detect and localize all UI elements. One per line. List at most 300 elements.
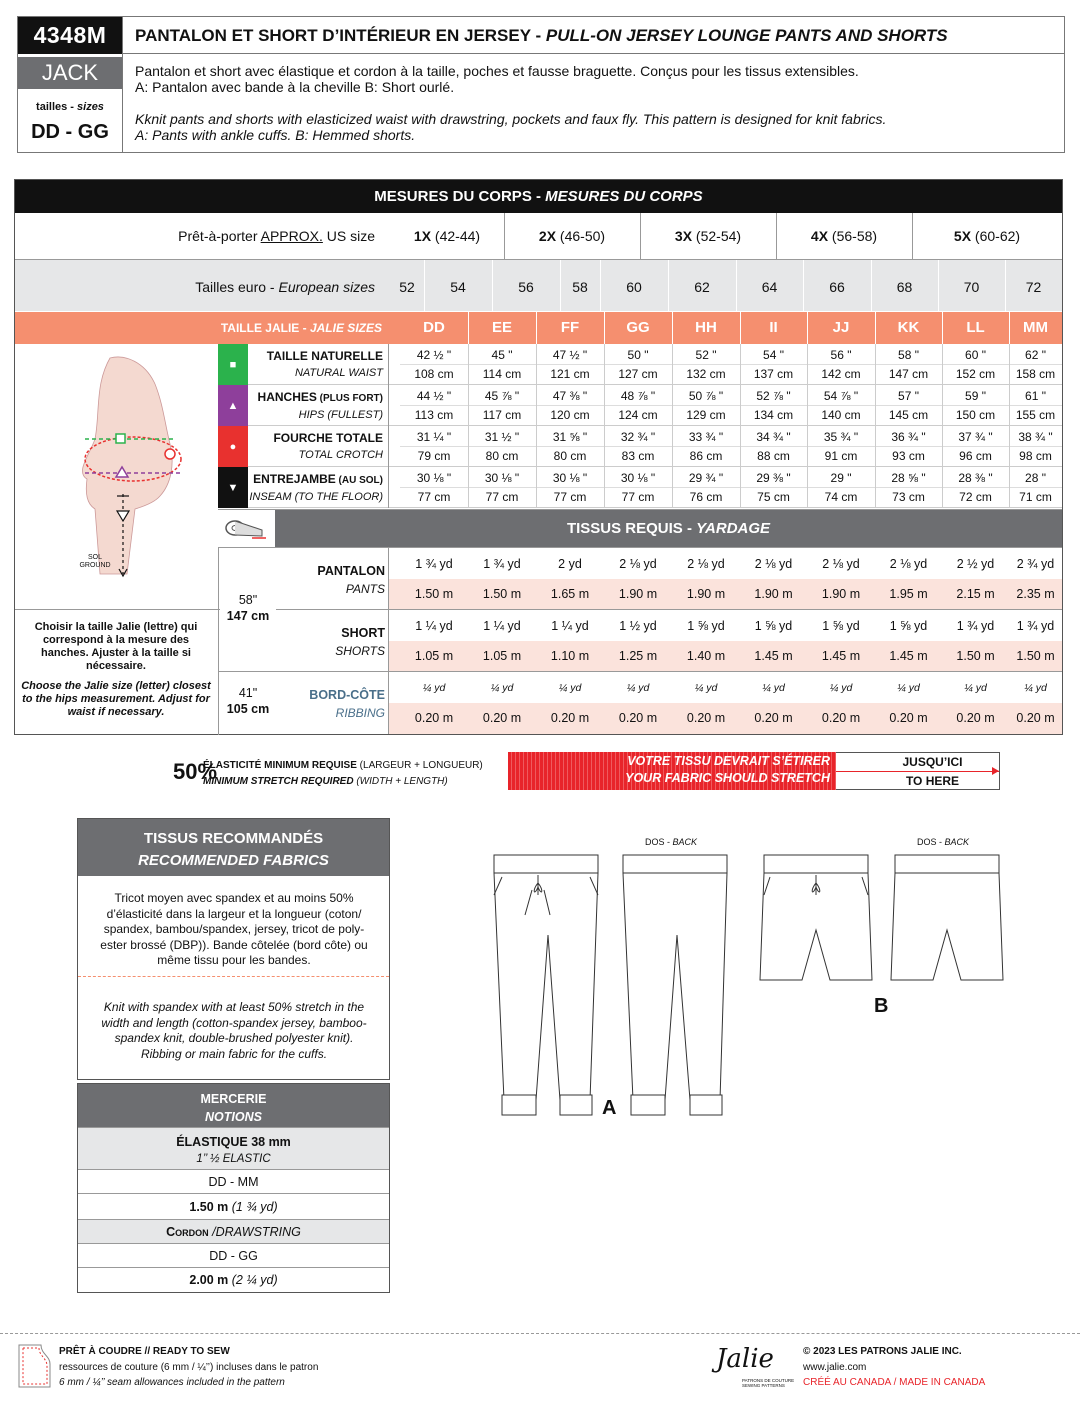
measure-sep [468,405,536,406]
measure-col-divider [942,467,943,508]
rtw-size-label: 4X [810,228,829,244]
yardage-m: 0.20 m [1016,711,1055,725]
measure-divider [388,344,389,385]
yardage-yd: 1 ¾ yd [483,557,521,571]
yardage-m: 0.20 m [889,711,928,725]
measure-imperial: 31 ½ " [484,430,520,444]
fabric-roll-svg [222,516,272,542]
measure-label-3 [248,471,383,506]
measure-name-en: INSEAM (TO THE FLOOR) [249,491,383,503]
yardage-label-2 [278,686,385,722]
pattern-description [135,63,1055,143]
measure-imperial: 29 ⅜ " [756,471,791,485]
desc-en-1: Kknit pants and shorts with elasticized waist with drawstring, pockets and faux fly. This pattern is designed for knit fabrics. [135,111,887,127]
square-icon-glyph: ■ [229,358,237,371]
measure-imperial: 30 ⅛ " [484,471,520,485]
back-label-2-en: BACK [944,837,970,847]
measure-sep [875,364,942,365]
measure-metric: 77 cm [468,488,536,507]
elastic-row [78,1128,389,1170]
measure-imperial: 44 ½ " [416,389,452,403]
yardage-name-fr: BORD-CÔTE [309,688,385,702]
measure-imperial: 38 ¾ " [1018,430,1053,444]
measure-imperial: 37 ¾ " [958,430,993,444]
rtw-size-label: 5X [953,228,972,244]
measure-label-0 [248,348,383,382]
jalie-size-KK: KK [897,319,920,336]
measure-col-divider [942,426,943,467]
measure-sep [536,364,604,365]
rtw-size-range: (60-62) [971,228,1021,244]
measure-imperial: 28 ⅜ " [958,471,993,485]
measure-col-divider [1009,426,1010,467]
measure-divider [388,385,389,426]
measure-metric: 108 cm [400,365,468,384]
measure-sep [536,487,604,488]
desc-en-2: A: Pants with ankle cuffs. B: Hemmed shorts. [135,127,416,143]
yardage-m: 1.50 m [956,649,995,663]
yardage-yd: 1 ¼ yd [551,619,589,633]
yardage-m: 1.50 m [482,587,522,601]
waist-marker-icon [116,434,125,443]
measure-imperial: 29 ¾ " [688,471,724,485]
measure-name-fr: HANCHES [257,390,317,404]
measure-metric: 72 cm [942,488,1009,507]
measure-metric: 88 cm [740,447,807,466]
yardage-yd: 1 ¾ yd [1016,619,1055,633]
yardage-yd: ¼ yd [558,682,582,694]
measure-col-divider [875,467,876,508]
header-divider [122,54,123,152]
cord-fr: Cordon [166,1225,209,1239]
measure-imperial: 34 ¾ " [756,430,791,444]
fabric-width-58-cm: 147 cm [226,609,270,623]
euro-size-68: 68 [896,279,913,295]
euro-size-row [15,260,1062,312]
measure-metric: 140 cm [807,406,875,425]
garment-drawings-svg [480,835,1020,1125]
measure-metric: 80 cm [536,447,604,466]
measure-col-divider [740,385,741,426]
notions-title-fr: MERCERIE [200,1092,267,1106]
yardage-yd: 1 ¾ yd [415,557,453,571]
jalie-size-DD: DD [423,319,445,336]
yardage-m: 1.45 m [821,649,861,663]
measure-metric: 142 cm [807,365,875,384]
measure-sep [672,446,740,447]
measure-metric: 76 cm [672,488,740,507]
measure-sep [468,487,536,488]
euro-divider [560,260,561,312]
stretch-en: (WIDTH + LENGTH) [353,776,448,787]
euro-divider [424,260,425,312]
euro-divider [600,260,601,312]
yardage-yd: 1 ⅝ yd [889,619,928,633]
measure-metric: 71 cm [1009,488,1062,507]
measure-label-2 [248,430,383,464]
jalie-divider [807,312,808,344]
yardage-yd: ¼ yd [829,682,853,694]
yardage-m: 0.20 m [482,711,522,725]
seam-allowance-svg [17,1344,51,1388]
measure-sep [807,405,875,406]
yardage-m: 1.10 m [550,649,590,663]
euro-divider [736,260,737,312]
euro-size-66: 66 [829,279,845,295]
measure-metric: 77 cm [604,488,672,507]
measure-sep [536,405,604,406]
measure-col-divider [672,467,673,508]
yardage-yd: 1 ½ yd [619,619,657,633]
fabrics-title-fr: TISSUS RECOMMANDÉS [143,830,324,847]
yardage-row-0 [218,547,1062,609]
jalie-size-EE: EE [491,319,512,336]
fabric-width-41-in: 41" [238,686,258,700]
measure-col-divider [1009,467,1010,508]
measure-col-divider [875,344,876,385]
circle-icon-glyph: ● [229,440,237,453]
technical-drawings [480,835,1020,1125]
measure-imperial: 57 " [898,389,919,403]
fabric-width-58 [220,592,276,624]
jalie-divider [672,312,673,344]
measure-col-divider [536,426,537,467]
measure-sep [1009,364,1062,365]
arrow-down-icon-glyph: ▼ [227,481,239,494]
rtw-size-range: (42-44) [431,228,481,244]
measure-sep [604,446,672,447]
jalie-logo: Jalie [716,1344,774,1374]
euro-divider [938,260,939,312]
rtw-size-4 [912,228,1062,244]
stretch-end-fr: JUSQU’ICI [902,755,963,769]
measure-sep [942,446,1009,447]
yardage-m: 0.20 m [821,711,861,725]
shorts-back-drawing [891,855,1003,980]
yardage-m: 1.45 m [754,649,793,663]
yardage-yd: ¼ yd [762,682,785,694]
measure-col-divider [807,344,808,385]
yardage-name-en: RIBBING [335,706,385,720]
euro-divider [871,260,872,312]
measure-sep [1009,487,1062,488]
measure-metric: 79 cm [400,447,468,466]
measure-sep [875,405,942,406]
sizes-label-en: sizes [77,101,104,113]
cord-en: /DRAWSTRING [208,1225,301,1239]
copyright: © 2023 LES PATRONS JALIE INC. [803,1346,962,1357]
euro-size-54: 54 [450,279,466,295]
jalie-size-II: II [769,319,778,336]
measurements-title [15,180,1062,213]
measure-sep [942,405,1009,406]
measure-metric: 91 cm [807,447,875,466]
measure-metric: 145 cm [875,406,942,425]
measure-metric: 120 cm [536,406,604,425]
euro-divider [1005,260,1006,312]
yardage-label-1 [278,624,385,660]
jalie-size-JJ: JJ [832,319,850,336]
body-silhouette [82,357,172,574]
website-link[interactable]: www.jalie.com [803,1362,867,1373]
jalie-logo-sub: PATRONS DE COUTURE SEWING PATTERNS [742,1378,795,1388]
measure-divider [388,467,389,508]
square-icon [218,344,248,385]
yardage-m: 1.65 m [550,587,590,601]
euro-label-fr: Tailles euro - [195,279,279,295]
measure-sep [468,446,536,447]
measures-title-en: MESURES DU CORPS [545,188,703,205]
measure-sep [740,405,807,406]
measure-sep [942,487,1009,488]
yardage-m: 1.90 m [754,587,793,601]
stretch-percent: 50% [173,759,218,784]
crotch-marker-icon [165,449,175,459]
jalie-divider [942,312,943,344]
sizes-label [18,101,122,113]
elastic-en: 1’’ ½ ELASTIC [196,1153,271,1165]
measure-col-divider [468,344,469,385]
jalie-size-GG: GG [626,319,650,336]
measure-imperial: 56 " [830,348,852,362]
measure-imperial: 58 " [898,348,919,362]
rtw-size-label: 2X [538,228,557,244]
footer [0,1333,1080,1421]
jalie-divider [1009,312,1010,344]
measure-col-divider [740,344,741,385]
title-en: PULL-ON JERSEY LOUNGE PANTS AND SHORTS [545,26,948,45]
stretch-fr-bold: ÉLASTICITÉ MINIMUM REQUISE [203,760,357,771]
measure-label-1 [248,389,383,424]
fabric-width-41 [220,685,276,717]
measure-imperial: 52 " [695,348,717,362]
measure-metric: 98 cm [1009,447,1062,466]
measure-sep [672,487,740,488]
measure-col-divider [536,467,537,508]
measure-imperial: 47 ½ " [552,348,588,362]
measure-sep [604,487,672,488]
yardage-yd: 1 ¼ yd [415,619,453,633]
measure-row-2 [218,426,1062,467]
measure-metric: 86 cm [672,447,740,466]
pattern-header [17,16,1065,153]
measure-name-fr: TAILLE NATURELLE [266,349,383,363]
measure-metric: 124 cm [604,406,672,425]
yardage-yd: 1 ⅝ yd [687,619,725,633]
measure-metric: 117 cm [468,406,536,425]
euro-size-70: 70 [963,279,980,295]
measure-metric: 80 cm [468,447,536,466]
fabrics-divider [78,976,389,977]
measure-sep [400,487,468,488]
yardage-m: 1.90 m [686,587,726,601]
back-label-1-fr: DOS - [645,837,673,847]
yardage-m: 1.45 m [889,649,928,663]
jalie-label-fr: TAILLE JALIE - [220,321,310,335]
measure-sep [807,487,875,488]
stretch-fr: (LARGEUR + LONGUEUR) [356,760,483,771]
elastic-qty-yd: (1 ¾ yd) [228,1200,278,1214]
ground-label: SOL GROUND [79,554,111,569]
pattern-name: JACK [18,57,122,89]
rtw-label-approx: APPROX. [260,228,323,244]
jalie-divider [875,312,876,344]
measure-row-3 [218,467,1062,508]
measure-name-en: HIPS (FULLEST) [298,409,383,421]
measure-divider [388,426,389,467]
jalie-size-LL: LL [966,319,985,336]
euro-divider [492,260,493,312]
euro-size-72: 72 [1025,279,1042,295]
measure-metric: 137 cm [740,365,807,384]
fabrics-text-en: Knit with spandex with at least 50% stretch in the width and length (cotton-spandex jersey, bamboo-spandex knit, double-brushed polyester knit). Ribbing or main fabric for the cuffs. [101,1000,367,1061]
yardage-title-fr: TISSUS REQUIS - [566,520,697,537]
measure-metric: 134 cm [740,406,807,425]
yardage-m: 0.20 m [686,711,726,725]
yardage-yd: 2 ⅛ yd [687,557,725,571]
back-label-2-fr: DOS - [917,837,945,847]
measure-col-divider [875,426,876,467]
measure-sep [536,446,604,447]
cord-sizes: DD - GG [78,1244,389,1268]
yardage-m: 1.50 m [1016,649,1055,663]
body-measurements-table [14,179,1063,735]
yardage-yd: ¼ yd [626,682,650,694]
measure-metric: 96 cm [942,447,1009,466]
measure-sep [400,405,468,406]
view-b-label: B [874,995,889,1017]
yardage-label-0 [278,562,385,598]
jalie-size-FF: FF [560,319,580,336]
body-figure [15,344,218,609]
rtw-size-0 [390,228,504,244]
jalie-divider [536,312,537,344]
measure-metric: 83 cm [604,447,672,466]
cord-row [78,1220,389,1244]
euro-size-58: 58 [572,279,588,295]
measure-imperial: 54 " [763,348,784,362]
jalie-divider [468,312,469,344]
figure-divider [15,609,218,610]
yardage-name-en: SHORTS [335,644,385,658]
measure-imperial: 42 ½ " [416,348,452,362]
shorts-front-drawing [760,855,872,980]
measure-sep [1009,405,1062,406]
measure-col-divider [807,467,808,508]
cord-qty-m: 2.00 m [189,1273,229,1287]
view-a-label: A [602,1097,617,1119]
elastic-fr: ÉLASTIQUE 38 mm [176,1135,291,1149]
elastic-qty [78,1194,389,1220]
yardage-yd: ¼ yd [1024,682,1047,694]
measure-imperial: 48 ⅞ " [620,389,656,403]
fabrics-title-en: RECOMMENDED FABRICS [138,852,329,869]
measure-col-divider [468,426,469,467]
measure-col-divider [604,385,605,426]
notions-title [78,1084,389,1128]
stretch-end-box [836,752,1000,790]
yardage-m: 1.90 m [618,587,658,601]
body-figure-svg [15,344,218,609]
measure-label-fr [248,430,383,447]
elastic-qty-m: 1.50 m [189,1200,229,1214]
measure-sep [740,364,807,365]
rtw-size-2 [640,228,776,244]
yardage-yd: 2 yd [558,557,582,571]
yardage-yd: 2 ½ yd [956,557,995,571]
measure-name-fr: FOURCHE TOTALE [273,431,383,445]
measure-imperial: 29 " [830,471,852,485]
yardage-yd: 2 ⅛ yd [822,557,860,571]
yardage-m: 1.95 m [889,587,928,601]
measure-col-divider [1009,385,1010,426]
back-label-1-en: BACK [672,837,698,847]
jalie-label-en: JALIE SIZES [309,321,382,335]
yardage-name-fr: SHORT [341,626,385,640]
measure-metric: 113 cm [400,406,468,425]
circle-icon [218,426,248,467]
measure-col-divider [942,385,943,426]
fabric-width-58-in: 58" [238,593,258,607]
yardage-yd: 1 ⅝ yd [754,619,793,633]
yardage-m: 0.20 m [956,711,995,725]
rtw-label-en: US size [322,228,375,244]
measure-sep [400,364,468,365]
yardage-m: 1.25 m [618,649,658,663]
measure-sep [400,446,468,447]
yardage-yd: ¼ yd [490,682,514,694]
measure-imperial: 33 ¾ " [688,430,724,444]
measure-imperial: 59 " [965,389,986,403]
yardage-yd: ¼ yd [897,682,920,694]
measures-title-fr: MESURES DU CORPS - [374,188,546,205]
triangle-icon [218,385,248,426]
measure-imperial: 28 ⅝ " [891,471,926,485]
measure-imperial: 60 " [965,348,986,362]
jalie-size-HH: HH [695,319,717,336]
measure-imperial: 31 ⅝ " [552,430,588,444]
yardage-yd: 2 ⅛ yd [889,557,928,571]
measure-sep [740,487,807,488]
rtw-size-label: 3X [674,228,693,244]
yardage-title [275,510,1062,548]
euro-size-52: 52 [399,279,415,295]
triangle-icon-glyph: ▲ [227,399,239,412]
measure-col-divider [604,426,605,467]
measure-col-divider [468,385,469,426]
measure-metric: 127 cm [604,365,672,384]
jalie-size-MM: MM [1023,319,1048,336]
fabrics-title [78,819,389,876]
made-in-canada: CRÉÉ AU CANADA / MADE IN CANADA [803,1377,986,1388]
measure-row-1 [218,385,1062,426]
measure-metric: 121 cm [536,365,604,384]
yardage-m: 0.20 m [754,711,793,725]
notions [77,1083,390,1293]
yardage-row-2 [218,671,1062,733]
desc-fr-1: Pantalon et short avec élastique et cordon à la taille, poches et fausse braguette. Conçus pour les tissus extensibles. [135,63,859,79]
measure-sep [672,364,740,365]
seam-en: 6 mm / ¼’’ seam allowances included in the pattern [59,1377,285,1388]
yardage-yd: 2 ⅛ yd [754,557,793,571]
measure-col-divider [807,385,808,426]
measure-col-divider [740,426,741,467]
measure-name-en: TOTAL CROTCH [298,449,383,461]
measure-name-fr: ENTREJAMBE [253,472,336,486]
measure-sep [942,364,1009,365]
yardage-yd: 2 ⅛ yd [619,557,657,571]
euro-size-62: 62 [694,279,710,295]
